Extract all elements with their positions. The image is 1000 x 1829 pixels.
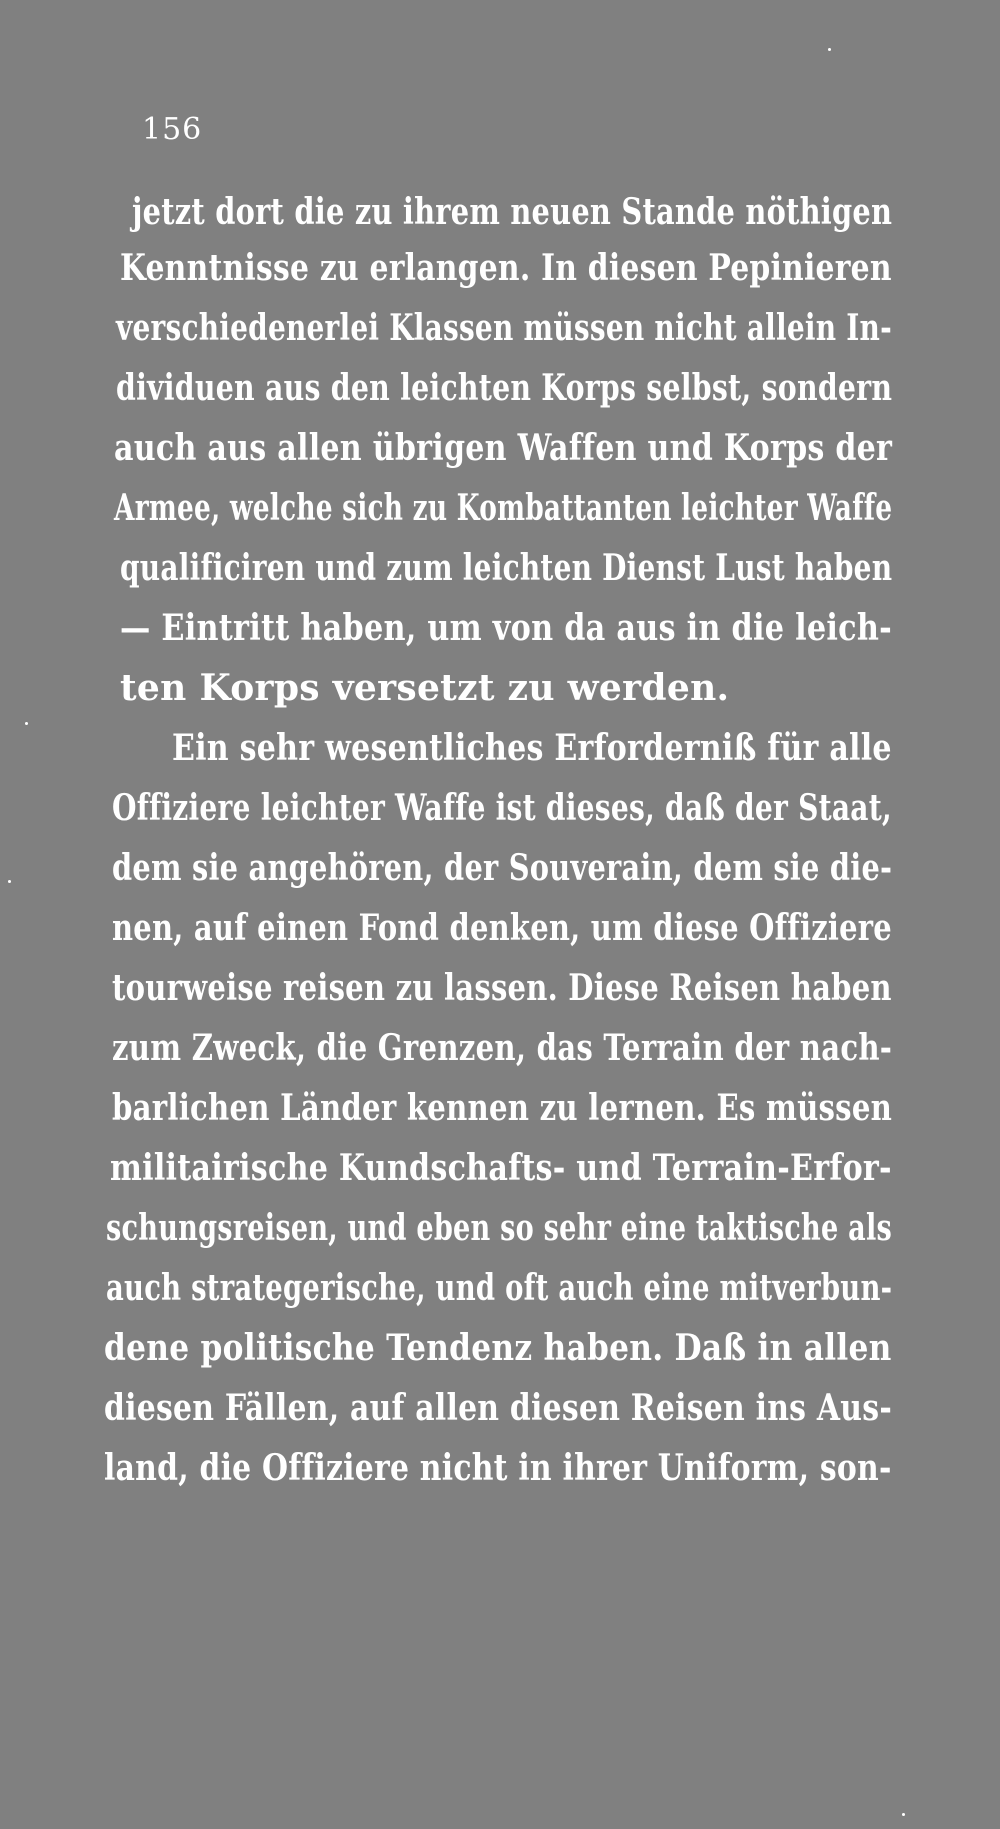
text-line: qualificiren und zum leichten Dienst Lust haben	[120, 547, 893, 589]
text-line: auch aus allen übrigen Waffen und Korps der	[114, 427, 893, 469]
text-line: nen, auf einen Fond denken, um diese Offiziere	[112, 907, 892, 949]
text-line: tourweise reisen zu lassen. Diese Reisen haben	[112, 967, 892, 1009]
text-line: Kenntnisse zu erlangen. In diesen Pepinieren	[120, 247, 892, 289]
scan-speck	[25, 722, 28, 725]
text-line: ten Korps versetzt zu werden.	[120, 667, 730, 709]
text-line: diesen Fällen, auf allen diesen Reisen ins Aus-	[104, 1387, 892, 1429]
text-line: land, die Offiziere nicht in ihrer Uniform, son-	[104, 1447, 892, 1489]
text-line: verschiedenerlei Klassen müssen nicht allein In-	[116, 307, 892, 349]
scan-speck	[828, 48, 831, 51]
text-line: — Eintritt haben, um von da aus in die leich-	[120, 607, 892, 649]
text-line: jetzt dort die zu ihrem neuen Stande nöthigen	[132, 191, 893, 233]
text-line: dene politische Tendenz haben. Daß in allen	[104, 1327, 892, 1369]
text-line: dem sie angehören, der Souverain, dem sie die-	[112, 847, 893, 889]
text-line: Ein sehr wesentliches Erforderniß für alle	[172, 727, 892, 769]
text-line: zum Zweck, die Grenzen, das Terrain der nach-	[112, 1027, 893, 1069]
text-line: schungsreisen, und eben so sehr eine taktische als	[106, 1207, 892, 1249]
text-line: auch strategerische, und oft auch eine mitverbun-	[106, 1267, 893, 1309]
text-line: barlichen Länder kennen zu lernen. Es müssen	[112, 1087, 893, 1129]
text-line: Offiziere leichter Waffe ist dieses, daß der Staat,	[112, 787, 892, 829]
text-line: militairische Kundschafts- und Terrain-Erfor-	[110, 1147, 892, 1189]
text-line: dividuen aus den leichten Korps selbst, sondern	[116, 367, 893, 409]
page-number: 156	[142, 112, 203, 147]
text-line: Armee, welche sich zu Kombattanten leichter Waffe	[114, 487, 893, 529]
scan-speck	[902, 1813, 905, 1816]
scan-speck	[8, 880, 11, 883]
